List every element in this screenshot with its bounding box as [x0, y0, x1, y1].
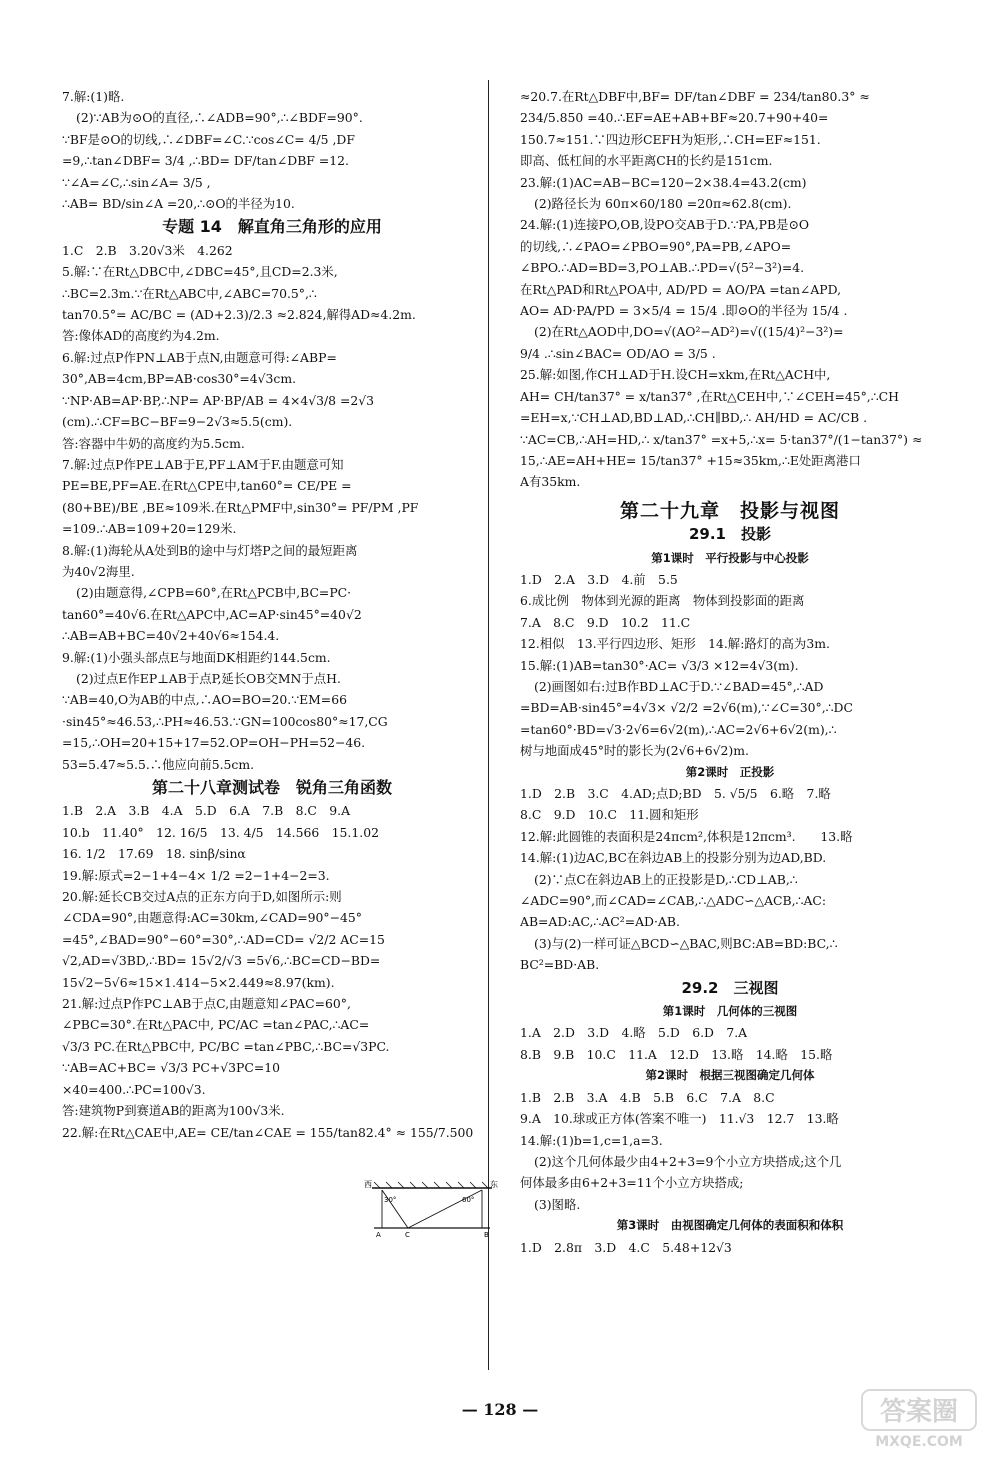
answer-line: 14.解:(1)b=1,c=1,a=3. [520, 1132, 663, 1148]
watermark-logo [860, 1388, 978, 1450]
answer-line: ·sin45°≈46.53,∴PH≈46.53.∵GN=100cos80°≈17,CG [62, 713, 388, 729]
answer-line: (80+BE)/BE ,BE≈109米.在Rt△PMF中,sin30°= PF/PM ,PF [62, 499, 419, 515]
answer-line: 7.A 8.C 9.D 10.2 11.C [520, 614, 691, 630]
answer-line: 22.解:在Rt△CAE中,AE= CE/tan∠CAE = 155/tan82.4° ≈ 155/7.500 [62, 1124, 474, 1140]
lesson-heading: 第1课时 平行投影与中心投影 [651, 550, 809, 565]
answer-line: ∠BPO.∴AD=BD=3,PO⊥AB.∴PD=√(5²−3²)=4. [520, 260, 805, 276]
road-hatching [374, 1182, 488, 1188]
chapter-heading: 第二十九章 投影与视图 [619, 499, 840, 522]
answer-line: 1.D 2.B 3.C 4.AD;点D;BD 5. √5/5 6.略 7.略 [520, 786, 831, 801]
answer-line: 14.解:(1)边AC,BC在斜边AB上的投影分别为边AD,BD. [520, 850, 827, 866]
answer-line: 9.解:(1)小强头部点E与地面DK相距约144.5cm. [62, 649, 331, 665]
answer-line: ∵AB=AC+BC= √3/3 PC+√3PC=10 [62, 1060, 280, 1076]
answer-line: 23.解:(1)AC=AB−BC=120−2×38.4=43.2(cm) [520, 174, 807, 190]
answer-line: 1.B 2.B 3.A 4.B 5.B 6.C 7.A 8.C [520, 1089, 775, 1105]
answer-line: ∵NP·AB=AP·BP,∴NP= AP·BP/AB = 4×4√3/8 =2√3 [62, 392, 375, 408]
answer-line: AH= CH/tan37° = x/tan37° ,在Rt△CEH中,∵∠CEH=45°,∴CH [520, 388, 899, 404]
section-heading: 29.2 三视图 [681, 978, 779, 997]
column-divider [488, 80, 489, 1370]
answer-line: ∵AC=CB,∴AH=HD,∴ x/tan37° =x+5,∴x= 5·tan37°/(1−tan37°) ≈ [520, 431, 923, 447]
answer-line: ∠CDA=90°,由题意得:AC=30km,∠CAD=90°−45° [62, 910, 362, 926]
answer-line: 8.解:(1)海轮从A处到B的途中与灯塔P之间的最短距离 [62, 542, 358, 558]
label-angle-60: 60° [462, 1196, 475, 1204]
lesson-heading: 第2课时 正投影 [685, 764, 775, 779]
answer-line: 150.7≈151.∵四边形CEFH为矩形,∴CH=EF≈151. [520, 131, 821, 147]
answer-line: AO= AD·PA/PD = 3×5/4 = 15/4 .即⊙O的半径为 15/4 . [520, 303, 848, 319]
answer-line: 21.解:过点P作PC⊥AB于点C,由题意知∠PAC=60°, [62, 996, 351, 1012]
topic-heading: 第二十八章测试卷 锐角三角函数 [151, 778, 392, 797]
answer-line: ×40=400.∴PC=100√3. [62, 1081, 206, 1097]
answer-line: A有35km. [520, 474, 581, 490]
answer-line: 30°,AB=4cm,BP=AB·cos30°=4√3cm. [62, 371, 297, 387]
answer-line: 53=5.47≈5.5.∴他应向前5.5cm. [62, 756, 255, 772]
answer-line: (2)这个几何体最少由4+2+3=9个小立方块搭成;这个几 [534, 1153, 842, 1169]
section-heading: 29.1 投影 [688, 525, 771, 544]
answer-line: (2)路径长为 60π×60/180 =20π≈62.8(cm). [534, 196, 792, 212]
answer-line: 的切线,∴∠PAO=∠PBO=90°,PA=PB,∠APO= [520, 238, 792, 254]
answer-line: 6.解:过点P作PN⊥AB于点N,由题意可得:∠ABP= [62, 349, 337, 365]
answer-line: √2,AD=√3BD,∴BD= 15√2/√3 =5√6,∴BC=CD−BD= [62, 953, 381, 969]
answer-line: 9/4 .∴sin∠BAC= OD/AO = 3/5 . [520, 345, 716, 361]
answer-line: (2)由题意得,∠CPB=60°,在Rt△PCB中,BC=PC· [76, 585, 352, 601]
answer-line: =109.∴AB=109+20=129米. [62, 521, 237, 537]
answer-line: AB=AD:AC,∴AC²=AD·AB. [520, 914, 680, 930]
answer-line: (2)在Rt△AOD中,DO=√(AO²−AD²)=√((15/4)²−3²)= [534, 324, 844, 340]
answer-line: 1.C 2.B 3.20√3米 4.262 [62, 242, 233, 258]
answer-line: (3)图略. [534, 1196, 581, 1212]
label-point-c: C [405, 1231, 410, 1238]
answer-line: (2)∵AB为⊙O的直径,∴∠ADB=90°,∴∠BDF=90°. [76, 110, 363, 126]
watermark-url: MXQE.COM [875, 1434, 963, 1450]
label-east: 东 [490, 1180, 498, 1189]
answer-line: ∴BC=2.3m.∵在Rt△ABC中,∠ABC=70.5°,∴ [62, 285, 317, 301]
label-point-a: A [376, 1231, 381, 1238]
answer-line: tan70.5°= AC/BC = (AD+2.3)/2.3 ≈2.824,解得AD≈4.2m. [62, 307, 416, 323]
answer-line: 9.A 10.球或正方体(答案不唯一) 11.√3 12.7 13.略 [520, 1111, 839, 1127]
answer-line: ∴AB= BD/sin∠A =20,∴⊙O的半径为10. [62, 196, 295, 212]
answer-line: (3)与(2)一样可证△BCD∽△BAC,则BC:AB=BD:BC,∴ [534, 935, 838, 951]
answer-line: =BD=AB·sin45°=4√3× √2/2 =2√6(m),∵∠C=30°,∴DC [520, 700, 853, 716]
watermark-text: 答案圈 [879, 1397, 959, 1427]
answer-line: 24.解:(1)连接PO,OB,设PO交AB于D.∵PA,PB是⊙O [520, 217, 810, 233]
left-column [62, 86, 482, 1143]
label-west: 西 [364, 1180, 372, 1189]
answer-line: 8.C 9.D 10.C 11.圆和矩形 [520, 807, 699, 823]
answer-line: 1.B 2.A 3.B 4.A 5.D 6.A 7.B 8.C 9.A [62, 803, 351, 819]
lesson-heading: 第2课时 根据三视图确定几何体 [645, 1068, 815, 1083]
answer-line: 15,∴AE=AH+HE= 15/tan37° +15≈35km,∴E处距离港口 [520, 452, 861, 468]
answer-line: 5.解:∵在Rt△DBC中,∠DBC=45°,且CD=2.3米, [62, 264, 338, 280]
building-diagram [362, 1178, 502, 1238]
label-angle-30: 30° [384, 1196, 397, 1204]
answer-line: ≈20.7.在Rt△DBF中,BF= DF/tan∠DBF = 234/tan80.3° ≈ [520, 89, 870, 104]
label-point-b: B [484, 1231, 489, 1238]
answer-line: 7.解:过点P作PE⊥AB于E,PF⊥AM于F.由题意可知 [62, 456, 344, 472]
answer-line: ∵BF是⊙O的切线,∴∠DBF=∠C.∵cos∠C= 4/5 ,DF [62, 131, 355, 147]
answer-line: 15.解:(1)AB=tan30°·AC= √3/3 ×12=4√3(m). [520, 657, 799, 673]
answer-line: 1.D 2.8π 3.D 4.C 5.48+12√3 [520, 1239, 732, 1255]
answer-line: BC²=BD·AB. [520, 957, 600, 973]
answer-line: 20.解:延长CB交过A点的正东方向于D,如图所示:则 [62, 889, 342, 905]
answer-line: 16. 1/2 17.69 18. sinβ/sinα [62, 846, 246, 862]
page-number: — 128 — [461, 1400, 539, 1419]
answer-line: 19.解:原式=2−1+4−4× 1/2 =2−1+4−2=3. [62, 867, 330, 883]
answer-line: 即高、低杠间的水平距离CH的长约是151cm. [520, 153, 773, 169]
lesson-heading: 第1课时 几何体的三视图 [662, 1004, 798, 1019]
answer-line: √3/3 PC.在Rt△PBC中, PC/BC =tan∠PBC,∴BC=√3PC. [62, 1038, 390, 1054]
answer-line: 何体最多由6+2+3=11个小立方块搭成; [520, 1175, 744, 1191]
answer-line: (2)画图如右:过B作BD⊥AC于D.∵∠BAD=45°,∴AD [534, 678, 824, 694]
answer-line: (cm).∴CF=BC−BF=9−2√3≈5.5(cm). [62, 414, 293, 430]
answer-line: =15,∴OH=20+15+17=52.OP=OH−PH=52−46. [62, 735, 366, 751]
answer-line: tan60°=40√6.在Rt△APC中,AC=AP·sin45°=40√2 [62, 606, 362, 622]
answer-line: 1.A 2.D 3.D 4.略 5.D 6.D 7.A [520, 1025, 748, 1041]
answer-line: 12.相似 13.平行四边形、矩形 14.解:路灯的高为3m. [520, 636, 830, 652]
lesson-heading: 第3课时 由视图确定几何体的表面积和体积 [616, 1218, 844, 1233]
right-column [520, 86, 940, 1258]
answer-line: (2)∵点C在斜边AB上的正投影是D,∴CD⊥AB,∴ [534, 871, 798, 887]
answer-line: ∠ADC=90°,而∠CAD=∠CAB,∴△ADC∽△ACB,∴AC: [520, 893, 827, 909]
answer-line: 10.b 11.40° 12. 16/5 13. 4/5 14.566 15.1.02 [62, 824, 379, 840]
answer-line: 234/5.850 =40.∴EF=AE+AB+BF≈20.7+90+40= [520, 110, 829, 126]
answer-line: 12.解:此圆锥的表面积是24πcm²,体积是12πcm³. 13.略 [520, 828, 853, 844]
answer-line: 树与地面成45°时的影长为(2√6+6√2)m. [520, 743, 749, 759]
topic-heading: 专题 14 解直角三角形的应用 [162, 217, 382, 237]
answer-line: 8.B 9.B 10.C 11.A 12.D 13.略 14.略 15.略 [520, 1046, 833, 1062]
answer-line: ∵AB=40,O为AB的中点,∴AO=BO=20.∵EM=66 [62, 692, 347, 708]
answer-line: PE=BE,PF=AE.在Rt△CPE中,tan60°= CE/PE = [62, 478, 352, 494]
answer-line: 6.成比例 物体到光源的距离 物体到投影面的距离 [520, 593, 805, 609]
answer-line: ∠PBC=30°.在Rt△PAC中, PC/AC =tan∠PAC,∴AC= [62, 1017, 370, 1033]
answer-line: 答:像体AD的高度约为4.2m. [62, 328, 220, 344]
answer-line: 在Rt△PAD和Rt△POA中, AD/PD = AO/PA =tan∠APD, [520, 281, 842, 297]
answer-line: =EH=x,∵CH⊥AD,BD⊥AD,∴CH∥BD,∴ AH/HD = AC/CB . [520, 410, 868, 426]
answer-line: ∵∠A=∠C,∴sin∠A= 3/5 , [62, 174, 211, 190]
answer-line: 1.D 2.A 3.D 4.前 5.5 [520, 571, 678, 587]
answer-line: 25.解:如图,作CH⊥AD于H.设CH=xkm,在Rt△ACH中, [520, 367, 831, 383]
answer-line: 15√2−5√6≈15×1.414−5×2.449≈8.97(km). [62, 974, 335, 990]
answer-line: =9,∴tan∠DBF= 3/4 ,∴BD= DF/tan∠DBF =12. [62, 153, 349, 169]
answer-line: =tan60°·BD=√3·2√6=6√2(m),∴AC=2√6+6√2(m),∴ [520, 721, 837, 737]
answer-line: 答:容器中牛奶的高度约为5.5cm. [62, 435, 245, 451]
answer-line: 答:建筑物P到赛道AB的距离为100√3米. [62, 1103, 285, 1119]
answer-line: (2)过点E作EP⊥AB于点P,延长OB交MN于点H. [76, 670, 341, 686]
answer-line: 为40√2海里. [62, 563, 135, 579]
answer-line: =45°,∠BAD=90°−60°=30°,∴AD=CD= √2/2 AC=15 [62, 931, 385, 947]
answer-line: ∴AB=AB+BC=40√2+40√6≈154.4. [62, 628, 280, 644]
answer-line: 7.解:(1)略. [62, 89, 125, 104]
